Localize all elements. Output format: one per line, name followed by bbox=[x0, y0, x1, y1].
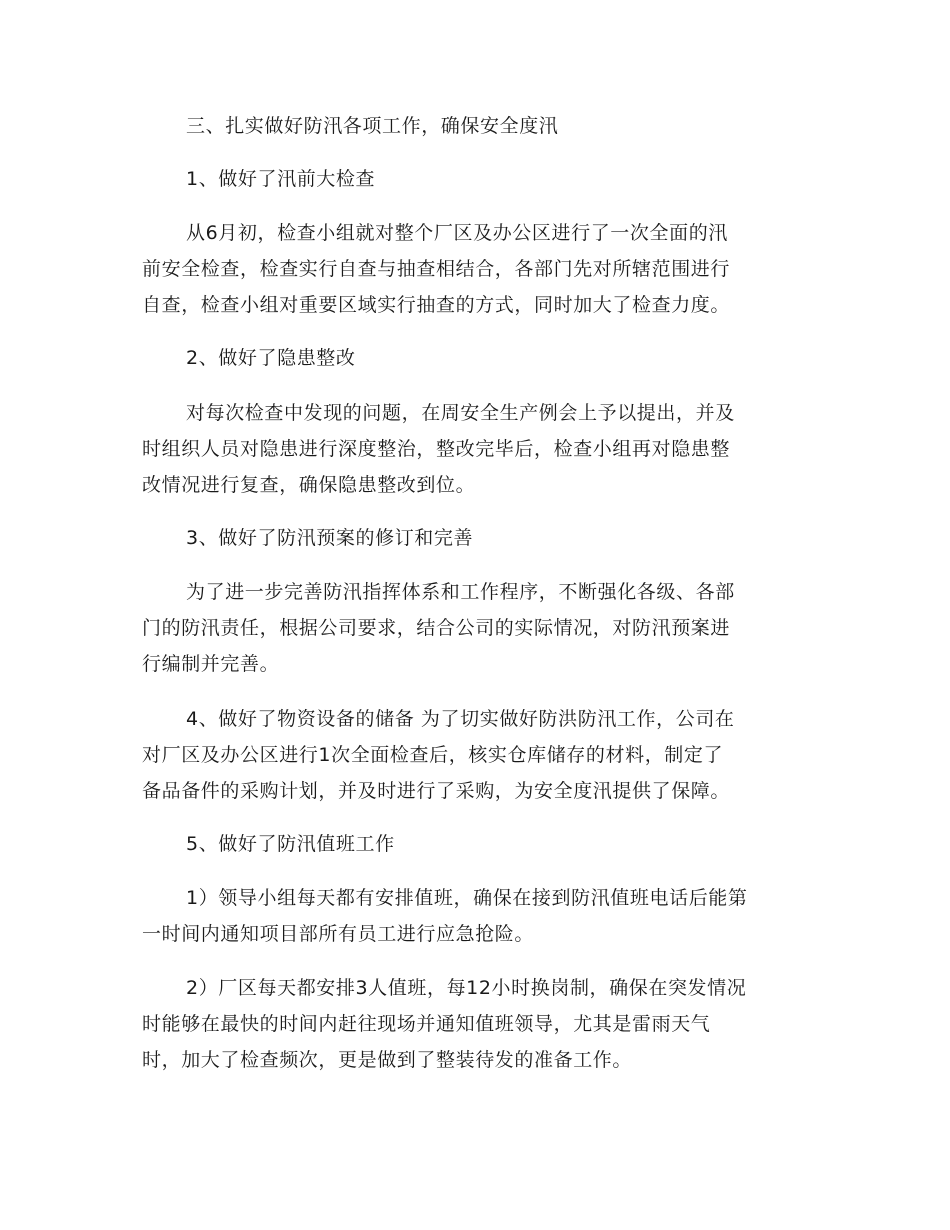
text-line: 3、做好了防汛预案的修订和完善 bbox=[186, 527, 474, 549]
text-line: 从6月初，检查小组就对整个厂区及办公区进行了一次全面的汛 bbox=[186, 222, 728, 244]
text-line: 对厂区及办公区进行1次全面检查后，核实仓库储存的材料，制定了 bbox=[142, 744, 724, 766]
text-line: 改情况进行复查，确保隐患整改到位。 bbox=[142, 474, 476, 496]
paragraph-1-subheading bbox=[142, 161, 812, 197]
text-line: 门的防汛责任，根据公司要求，结合公司的实际情况，对防汛预案进 bbox=[142, 617, 731, 639]
paragraph-5-item-2 bbox=[142, 970, 812, 1078]
paragraph-3-body bbox=[142, 574, 812, 682]
section-heading bbox=[142, 108, 812, 144]
text-line: 时组织人员对隐患进行深度整治，整改完毕后，检查小组再对隐患整 bbox=[142, 438, 731, 460]
text-line: 自查，检查小组对重要区域实行抽查的方式，同时加大了检查力度。 bbox=[142, 294, 731, 316]
paragraph-2-body bbox=[142, 395, 812, 503]
text-line: 5、做好了防汛值班工作 bbox=[186, 833, 395, 855]
paragraph-3-subheading bbox=[142, 520, 812, 556]
text-line: 1、做好了汛前大检查 bbox=[186, 168, 376, 190]
text-line: 前安全检查，检查实行自查与抽查相结合，各部门先对所辖范围进行 bbox=[142, 258, 731, 280]
text-line: 时，加大了检查频次，更是做到了整装待发的准备工作。 bbox=[142, 1049, 633, 1071]
paragraph-1-body bbox=[142, 215, 812, 323]
text-line: 为了进一步完善防汛指挥体系和工作程序，不断强化各级、各部 bbox=[186, 581, 735, 603]
text-line: 2、做好了隐患整改 bbox=[186, 347, 356, 369]
text-line: 一时间内通知项目部所有员工进行应急抢险。 bbox=[142, 923, 535, 945]
text-line: 三、扎实做好防汛各项工作，确保安全度汛 bbox=[186, 115, 559, 137]
text-line: 备品备件的采购计划，并及时进行了采购，为安全度汛提供了保障。 bbox=[142, 780, 731, 802]
paragraph-5-item-1 bbox=[142, 880, 812, 952]
text-line: 行编制并完善。 bbox=[142, 653, 280, 675]
text-line: 2）厂区每天都安排3人值班，每12小时换岗制，确保在突发情况 bbox=[186, 977, 747, 999]
text-line: 4、做好了物资设备的储备 为了切实做好防洪防汛工作，公司在 bbox=[186, 708, 735, 730]
paragraph-2-subheading bbox=[142, 340, 812, 376]
text-line: 1）领导小组每天都有安排值班，确保在接到防汛值班电话后能第 bbox=[186, 887, 748, 909]
paragraph-4-body bbox=[142, 701, 812, 809]
text-line: 对每次检查中发现的问题，在周安全生产例会上予以提出，并及 bbox=[186, 402, 735, 424]
text-line: 时能够在最快的时间内赶往现场并通知值班领导，尤其是雷雨天气 bbox=[142, 1013, 711, 1035]
paragraph-5-subheading bbox=[142, 826, 812, 862]
